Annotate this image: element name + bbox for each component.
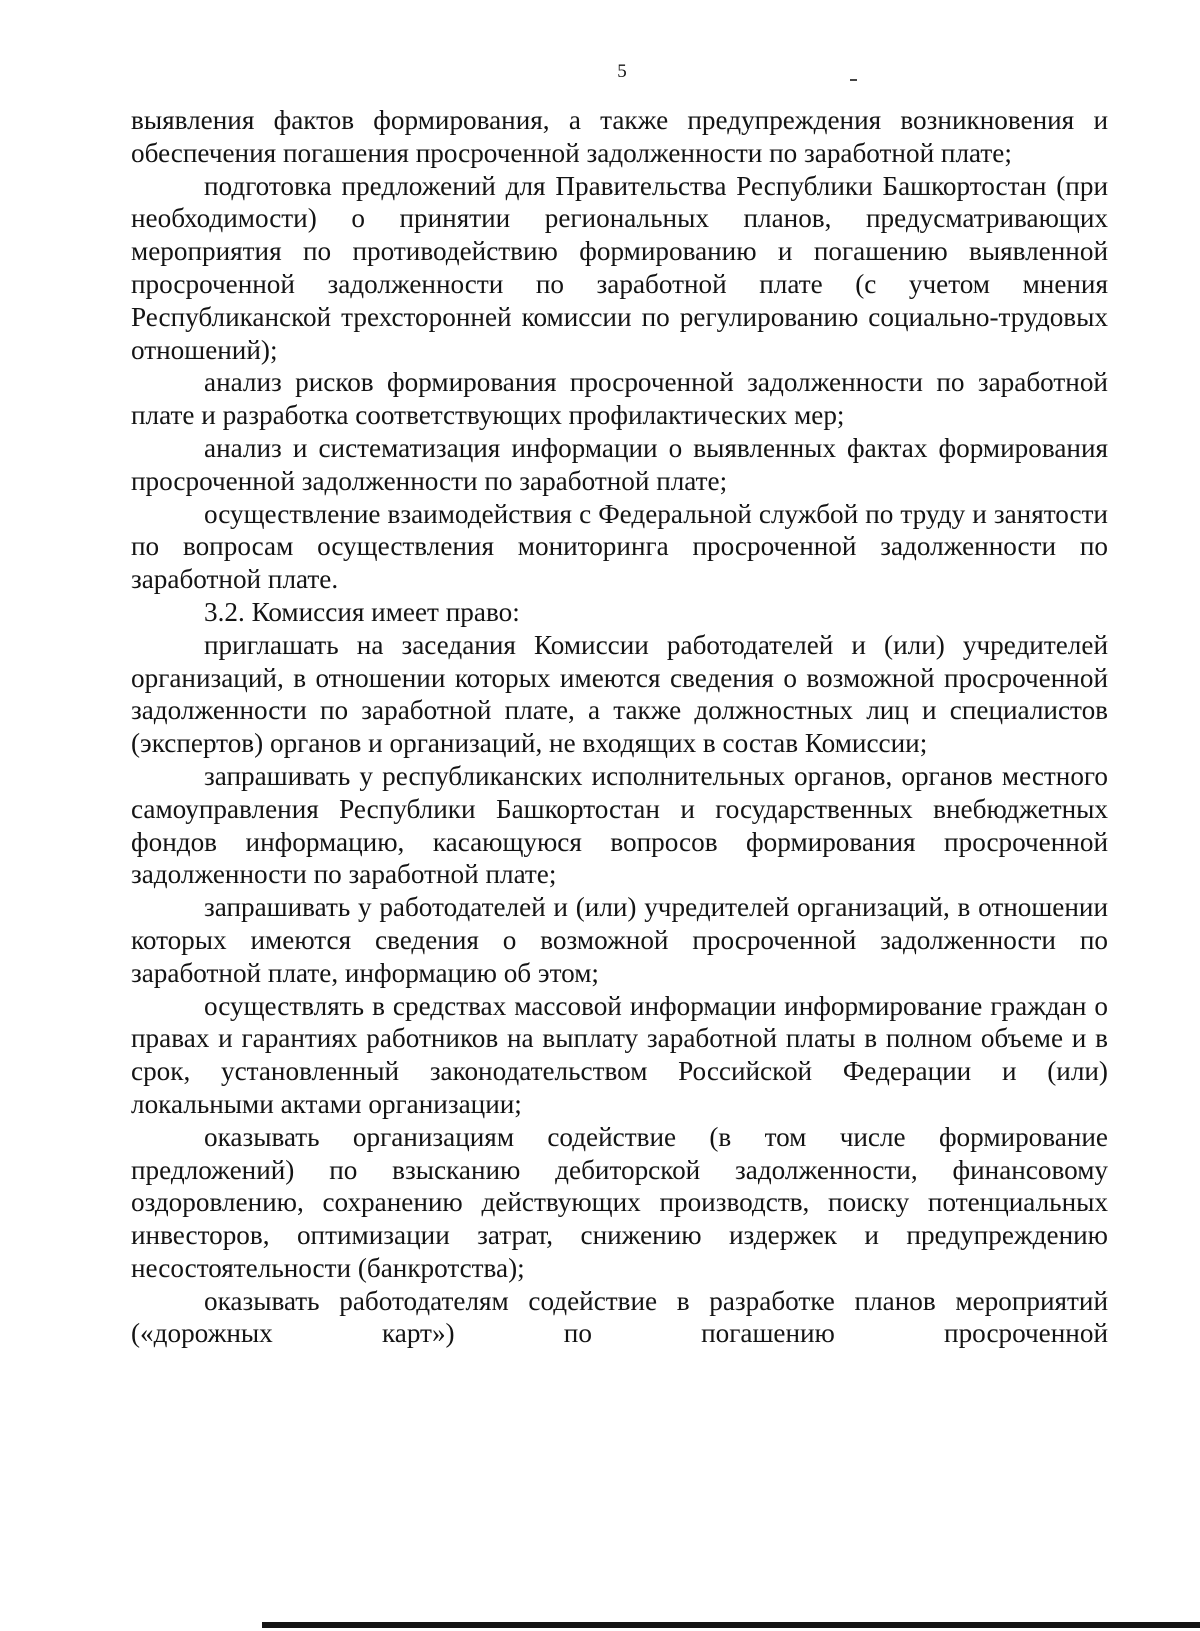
page-number: 5: [617, 61, 627, 82]
paragraph-request-employers: запрашивать у работодателей и (или) учредителей организаций, в отношении которых имеются сведения о возможной просроченной задолженности по заработной плате, информацию об этом;: [131, 892, 1108, 988]
scan-speck: [850, 79, 857, 81]
scan-edge-rule: [262, 1622, 1200, 1628]
paragraph-request-authorities: запрашивать у республиканских исполнительных органов, органов местного самоуправления Республики Башкортостан и государственных внебюджетных фондов информацию, касающуюся вопросов формирования просроченной задолженности по заработной плате;: [131, 760, 1108, 890]
paragraph-interaction: осуществление взаимодействия с Федеральной службой по труду и занятости по вопросам осуществления мониторинга просроченной задолженности по заработной плате.: [131, 498, 1108, 595]
paragraph-risk-analysis: анализ рисков формирования просроченной задолженности по заработной плате и разработка соответствующих профилактических мер;: [131, 367, 1108, 431]
section-heading-3-2: 3.2. Комиссия имеет право:: [204, 596, 520, 627]
paragraph-assist-organizations: оказывать организациям содействие (в том числе формирование предложений) по взысканию дебиторской задолженности, финансовому оздоровлению, сохранению действующих производств, поиску потенциальных инвесторов, оптимизации затрат, снижению издержек и предупреждению несостоятельности (банкротства);: [131, 1121, 1108, 1283]
paragraph-systematization: анализ и систематизация информации о выявленных фактах формирования просроченной задолженности по заработной плате;: [131, 432, 1108, 496]
document-body: [131, 104, 1108, 1350]
paragraph-assist-employers: оказывать работодателям содействие в разработке планов мероприятий («дорожных карт») по погашению просроченной: [131, 1285, 1108, 1349]
paragraph-continuation: выявления фактов формирования, а также предупреждения возникновения и обеспечения погашения просроченной задолженности по заработной плате;: [131, 105, 1108, 168]
paragraph-proposals: подготовка предложений для Правительства Республики Башкортостан (при необходимости) о принятии региональных планов, предусматривающих мероприятия по противодействию формированию и погашению выявленной просроченной задолженности по заработной плате (с учетом мнения Республиканской трехсторонней комиссии по регулированию социально-трудовых отношений);: [131, 170, 1108, 365]
paragraph-media: осуществлять в средствах массовой информации информирование граждан о правах и гарантиях работников на выплату заработной платы в полном объеме и в срок, установленный законодательством Российской Федерации и (или) локальными актами организации;: [131, 990, 1108, 1119]
paragraph-invite: приглашать на заседания Комиссии работодателей и (или) учредителей организаций, в отношении которых имеются сведения о возможной просроченной задолженности по заработной плате, а также должностных лиц и специалистов (экспертов) органов и организаций, не входящих в состав Комиссии;: [131, 629, 1108, 759]
